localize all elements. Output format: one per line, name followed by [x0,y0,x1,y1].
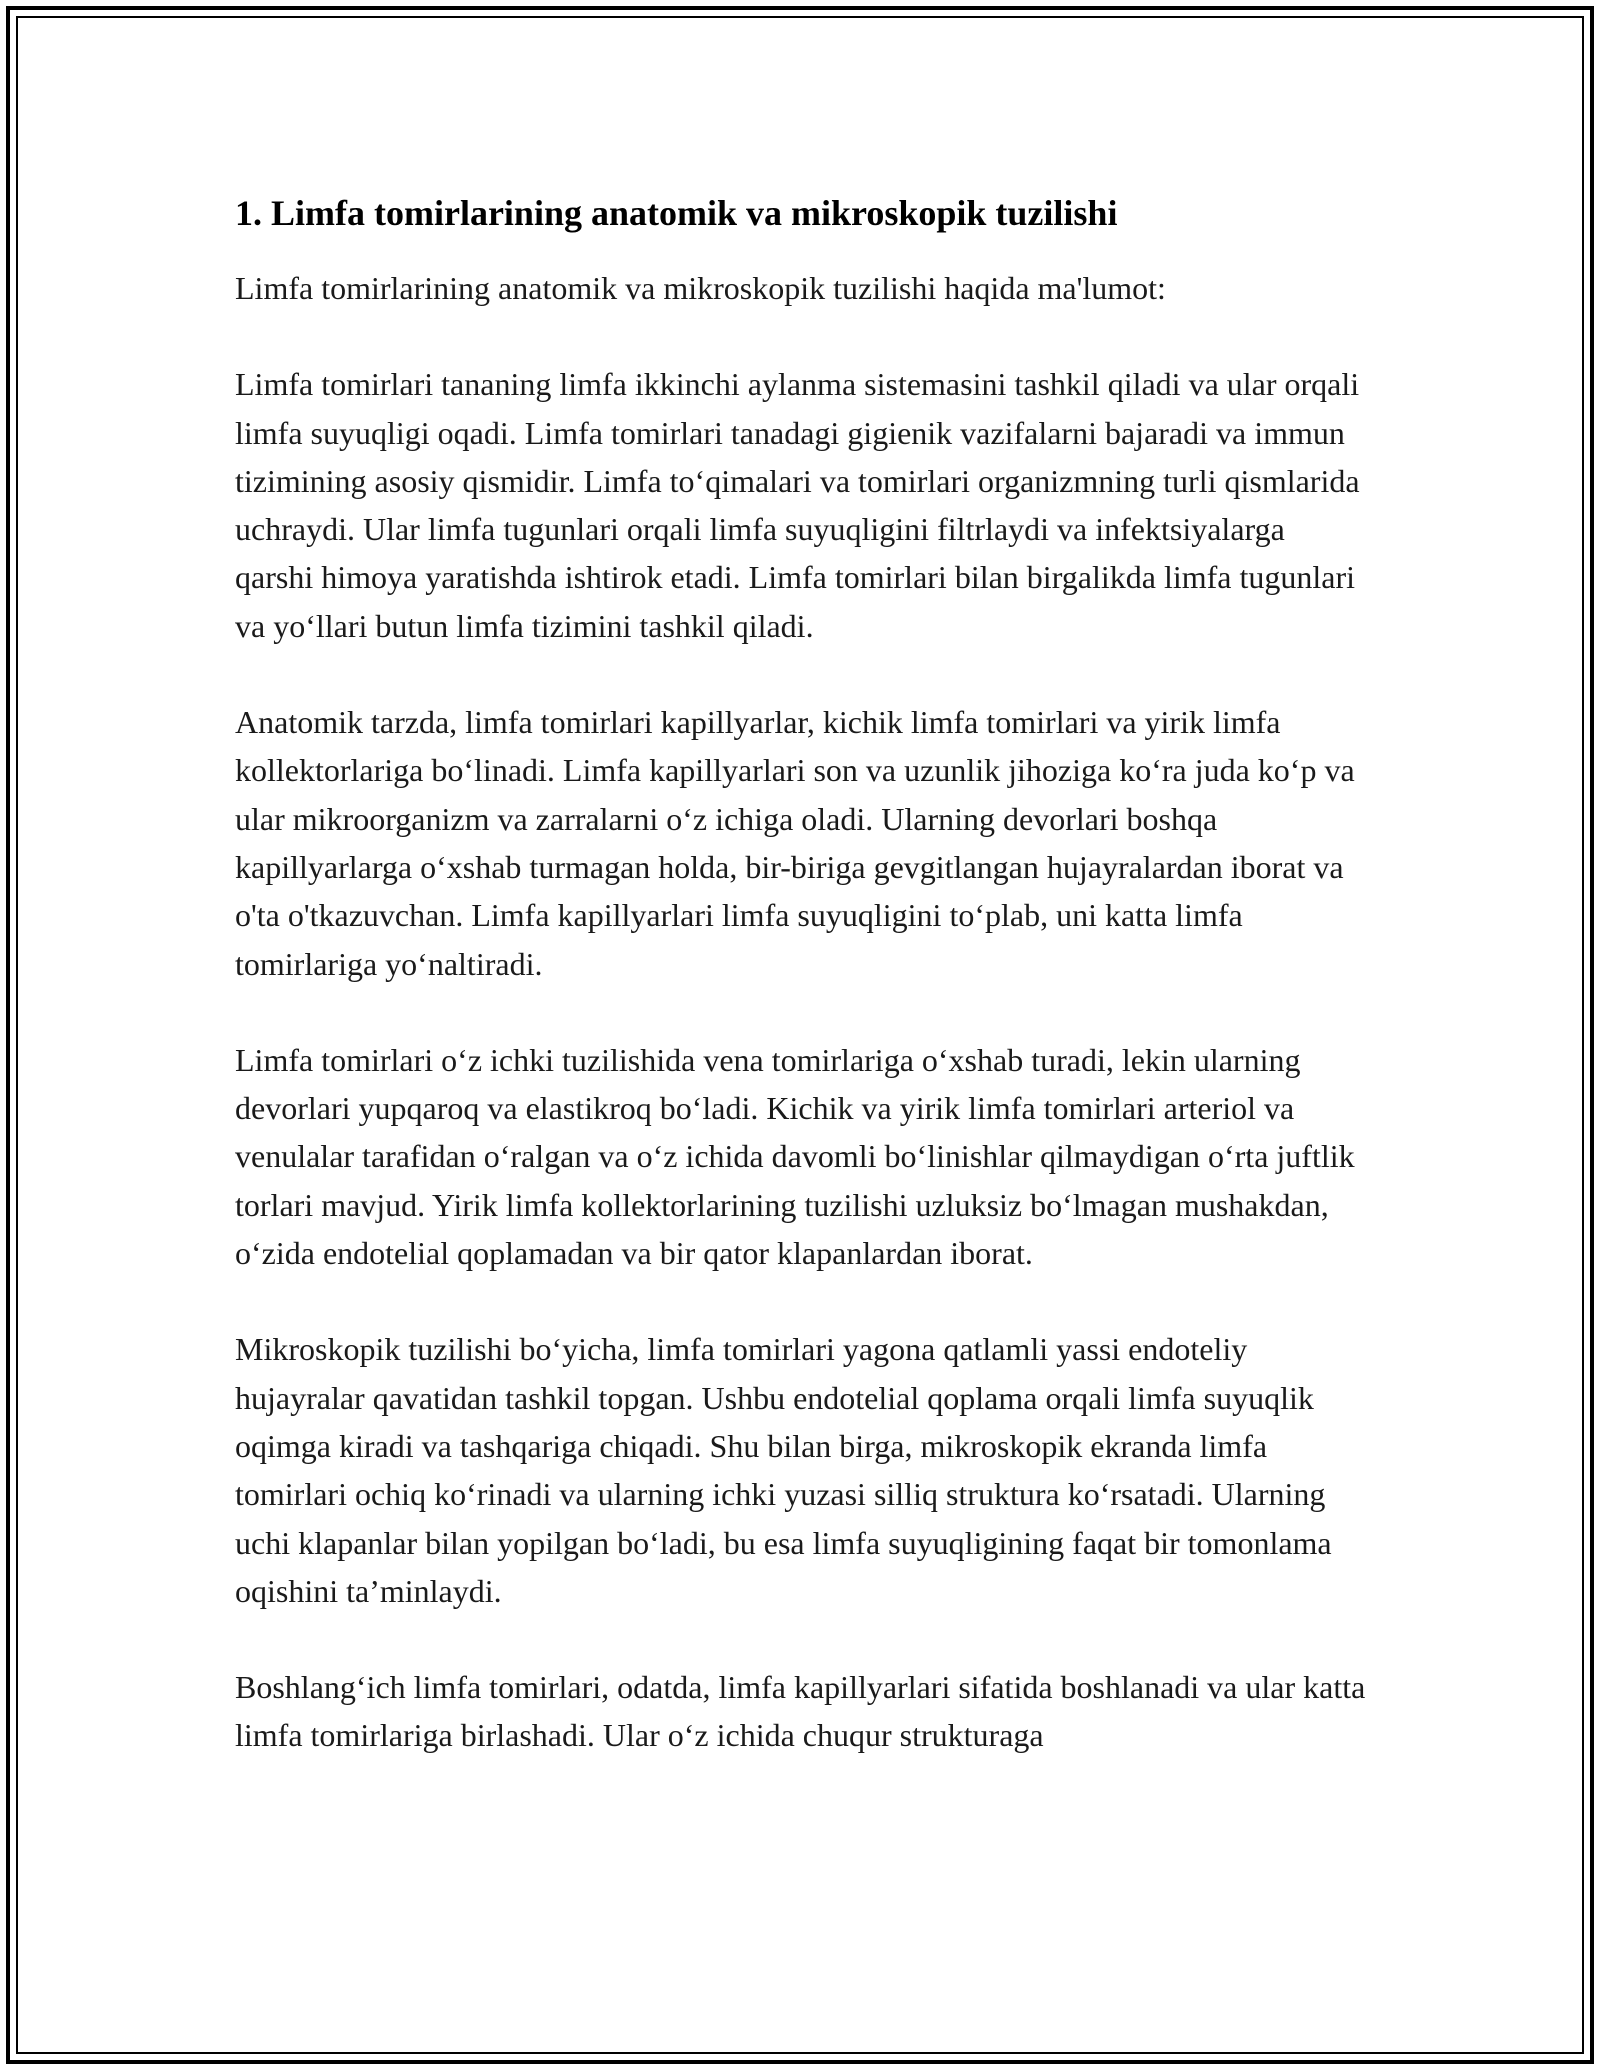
section-heading: 1. Limfa tomirlarining anatomik va mikroskopik tuzilishi [235,193,1118,233]
paragraph-vessel-structure: Limfa tomirlari o‘z ichki tuzilishida vena tomirlariga o‘xshab turadi, lekin ularning devorlari yupqaroq va elastikroq bo‘ladi. Kichik va yirik limfa tomirlari arteriol va venulalar tarafidan o‘ralgan va o‘z ichida davomli bo‘linishlar qilmaydigan o‘rta juftlik torlari mavjud. Yirik limfa kollektorlarining tuzilishi uzluksiz bo‘lmagan mushakdan, o‘zida endotelial qoplamadan va bir qator klapanlardan iborat. [235,1041,1355,1272]
paragraph-microscopic: Mikroskopik tuzilishi bo‘yicha, limfa tomirlari yagona qatlamli yassi endoteliy hujayralar qavatidan tashkil topgan. Ushbu endotelial qoplama orqali limfa suyuqlik oqimga kiradi va tashqariga chiqadi. Shu bilan birga, mikroskopik ekranda limfa tomirlari ochiq ko‘rinadi va ularning ichki yuzasi silliq struktura ko‘rsatadi. Ularning uchi klapanlar bilan yopilgan bo‘ladi, bu esa limfa suyuqligining faqat bir tomonlama oqishini ta’minlaydi. [235,1331,1332,1609]
intro-paragraph: Limfa tomirlarining anatomik va mikroskopik tuzilishi haqida ma'lumot: [235,270,1166,306]
paragraph-anatomy: Anatomik tarzda, limfa tomirlari kapillyarlar, kichik limfa tomirlari va yirik limfa kollektorlariga bo‘linadi. Limfa kapillyarlari son va uzunlik jihoziga ko‘ra juda ko‘p va ular mikroorganizm va zarralarni o‘z ichiga oladi. Ularning devorlari boshqa kapillyarlarga o‘xshab turmagan holda, bir-biriga gevgitlangan hujayralardan iborat va o'ta o'tkazuvchan. Limfa kapillyarlari limfa suyuqligini to‘plab, uni katta limfa tomirlariga yo‘naltiradi. [235,704,1355,982]
document-body [235,188,1370,1808]
paragraph-initial-vessels: Boshlang‘ich limfa tomirlari, odatda, limfa kapillyarlari sifatida boshlanadi va ular katta limfa tomirlariga birlashadi. Ular o‘z ichida chuqur strukturaga [235,1669,1366,1754]
paragraph-lymph-system: Limfa tomirlari tananing limfa ikkinchi aylanma sistemasini tashkil qiladi va ular orqali limfa suyuqligi oqadi. Limfa tomirlari tanadagi gigienik vazifalarni bajaradi va immun tizimining asosiy qismidir. Limfa to‘qimalari va tomirlari organizmning turli qismlarida uchraydi. Ular limfa tugunlari orqali limfa suyuqligini filtrlaydi va infektsiyalarga qarshi himoya yaratishda ishtirok etadi. Limfa tomirlari bilan birgalikda limfa tugunlari va yo‘llari butun limfa tizimini tashkil qiladi. [235,366,1360,644]
